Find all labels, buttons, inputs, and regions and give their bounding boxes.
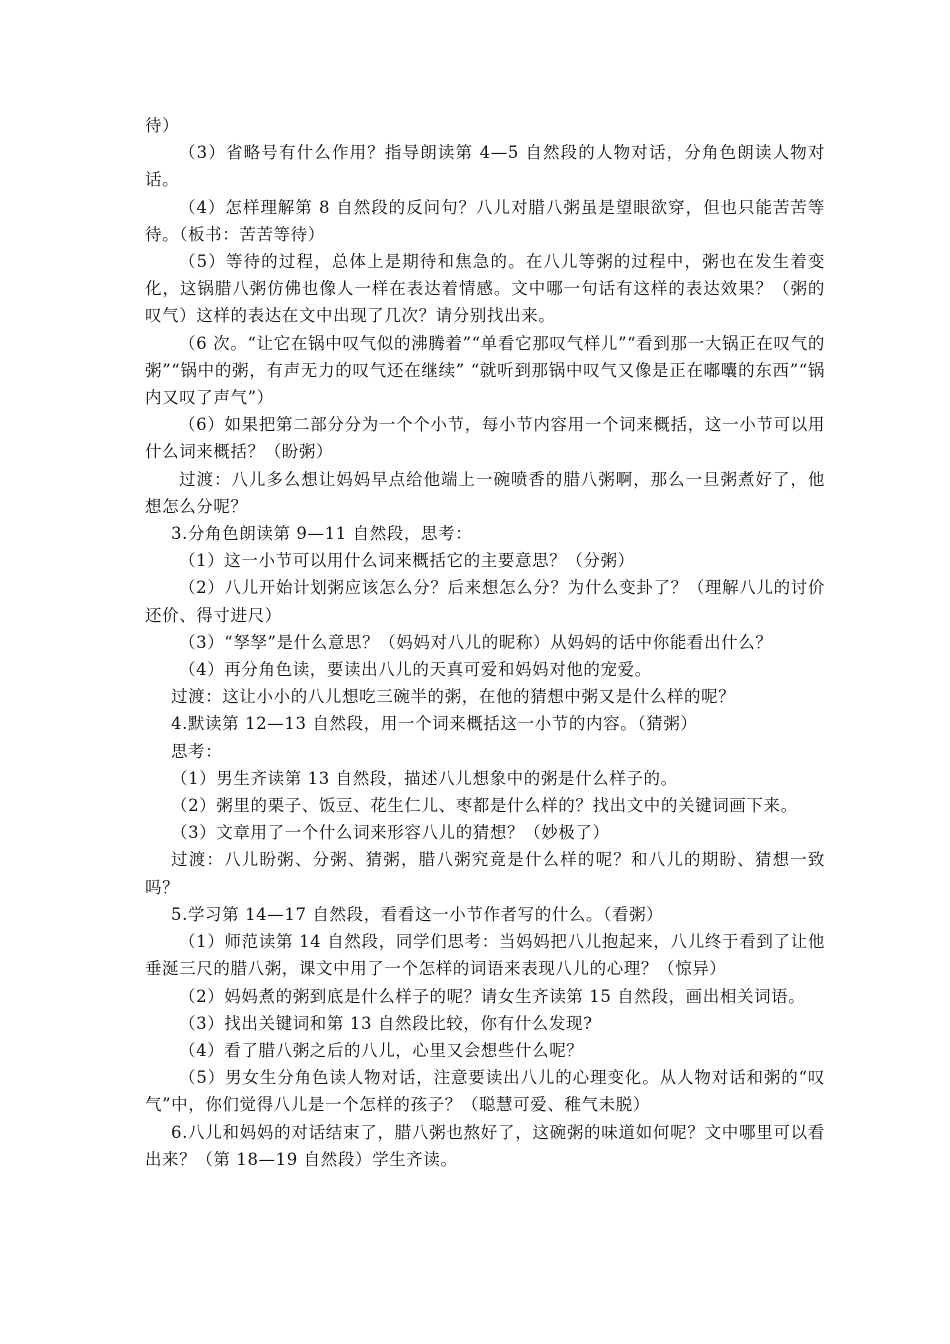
paragraph: （4）怎样理解第 8 自然段的反问句？八儿对腊八粥虽是望眼欲穿，但也只能苦苦等待。（板书：苦苦等待）: [145, 197, 825, 244]
section-heading: 4.默读第 12—13 自然段，用一个词来概括这一小节的内容。（猜粥）: [171, 714, 698, 734]
paragraph: （1）这一小节可以用什么词来概括它的主要意思？（分粥）: [179, 551, 635, 571]
paragraph: （5）男女生分角色读人物对话，注意要读出八儿的心理变化。从人物对话和粥的“叹气”中，你们觉得八儿是一个怎样的孩子？（聪慧可爱、稚气未脱）: [145, 1068, 825, 1115]
paragraph: 待）: [145, 116, 180, 135]
section-heading: 5.学习第 14—17 自然段，看看这一小节作者写的什么。（看粥）: [171, 904, 664, 924]
paragraph: （3）“孥孥”是什么意思？（妈妈对八儿的昵称）从妈妈的话中你能看出什么？: [179, 632, 773, 652]
paragraph: （2）妈妈煮的粥到底是什么样子的呢？请女生齐读第 15 自然段，画出相关词语。: [179, 986, 806, 1006]
paragraph: （4）看了腊八粥之后的八儿，心里又会想些什么呢？: [179, 1040, 584, 1060]
paragraph: （5）等待的过程，总体上是期待和焦急的。在八儿等粥的过程中，粥也在发生着变化，这锅腊八粥仿佛也像人一样在表达着情感。文中哪一句话有这样的表达效果？（粥的叹气）这样的表达在文中出现了几次？请分别找出来。: [145, 252, 825, 326]
document-body: [145, 112, 825, 1173]
transition-paragraph: 过渡：八儿多么想让妈妈早点给他端上一碗喷香的腊八粥啊，那么一旦粥煮好了，他想怎么分呢？: [145, 469, 825, 516]
paragraph: （1）男生齐读第 13 自然段，描述八儿想象中的粥是什么样子的。: [171, 768, 678, 788]
transition-paragraph: 过渡：八儿盼粥、分粥、猜粥，腊八粥究竟是什么样的呢？和八儿的期盼、猜想一致吗？: [145, 850, 825, 897]
paragraph: （3）省略号有什么作用？指导朗读第 4—5 自然段的人物对话，分角色朗读人物对话。: [145, 143, 825, 190]
paragraph: （1）师范读第 14 自然段，同学们思考：当妈妈把八儿抱起来，八儿终于看到了让他垂涎三尺的腊八粥，课文中用了一个怎样的词语来表现八儿的心理？（惊异）: [145, 932, 825, 979]
paragraph: （2）八儿开始计划粥应该怎么分？后来想怎么分？为什么变卦了？（理解八儿的讨价还价、得寸进尺）: [145, 578, 825, 625]
section-heading: 3.分角色朗读第 9—11 自然段，思考：: [171, 524, 473, 544]
paragraph: （3）找出关键词和第 13 自然段比较，你有什么发现?: [179, 1013, 593, 1033]
paragraph: （6）如果把第二部分分为一个个小节，每小节内容用一个词来概括，这一小节可以用什么词来概括？（盼粥）: [145, 415, 825, 462]
section-heading: 6.八儿和妈妈的对话结束了，腊八粥也熬好了，这碗粥的味道如何呢？文中哪里可以看出来？（第 18—19 自然段）学生齐读。: [145, 1122, 825, 1169]
paragraph: （2）粥里的栗子、饭豆、花生仁儿、枣都是什么样的？找出文中的关键词画下来。: [171, 796, 798, 816]
paragraph: （4）再分角色读，要读出八儿的天真可爱和妈妈对他的宠爱。: [179, 660, 652, 680]
paragraph: （3）文章用了一个什么词来形容八儿的猜想？（妙极了）: [171, 823, 610, 843]
paragraph: 思考：: [171, 741, 223, 761]
paragraph: （6 次。“让它在锅中叹气似的沸腾着”“单看它那叹气样儿”“看到那一大锅正在叹气的粥”“锅中的粥，有声无力的叹气还在继续” “就听到那锅中叹气又像是正在嘟囔的东西”“锅内又叹了声气”）: [145, 333, 826, 408]
transition-paragraph: 过渡：这让小小的八儿想吃三碗半的粥，在他的猜想中粥又是什么样的呢？: [171, 687, 736, 707]
